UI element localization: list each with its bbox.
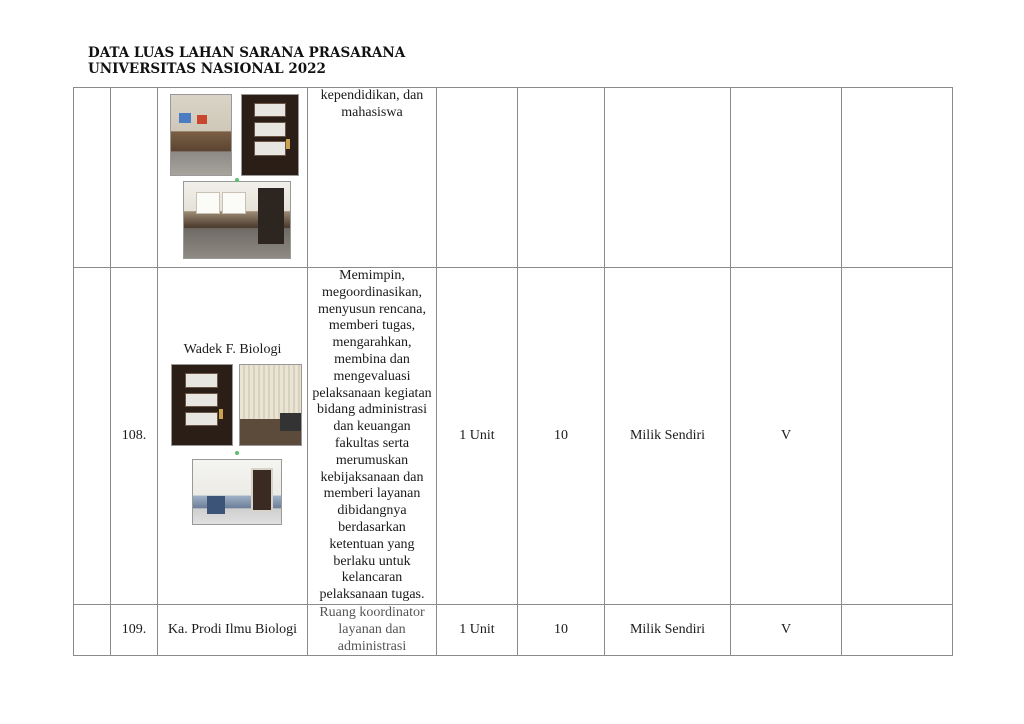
photo-group: [158, 88, 306, 266]
cell-room-photos: [158, 88, 308, 268]
room-photo: [192, 459, 282, 525]
cell-number: [111, 88, 158, 268]
cell-check: V: [731, 268, 842, 605]
office-photo: [239, 364, 302, 446]
table-row: [74, 88, 953, 268]
cell-extra: [842, 88, 953, 268]
photo-group: [159, 362, 307, 530]
cell-area: 10: [518, 268, 605, 605]
cell-check: [731, 88, 842, 268]
cell-ownership: Milik Sendiri: [605, 605, 731, 656]
header-title: DATA LUAS LAHAN SARANA PRASARANA: [88, 45, 406, 61]
cell-area: [518, 88, 605, 268]
cell-ownership: [605, 88, 731, 268]
cell-description: kependidikan, dan mahasiswa: [308, 88, 437, 268]
cell-room: [158, 268, 308, 605]
office-photo: [183, 181, 291, 259]
cell-room-name: Ka. Prodi Ilmu Biologi: [158, 605, 308, 656]
cell-unit: 1 Unit: [437, 268, 518, 605]
table-row: [74, 605, 953, 656]
facility-table: [73, 87, 953, 656]
cell-description: Memimpin, megoordinasikan, menyusun rencana, memberi tugas, mengarahkan, membina dan mengevaluasi pelaksanaan kegiatan bidang administrasi dan keuangan fakultas serta merumuskan kebijaksanaan dan memberi layanan dibidangnya berdasarkan ketentuan yang berlaku untuk kelancaran pelaksanaan tugas.: [308, 268, 437, 605]
header-subtitle: UNIVERSITAS NASIONAL 2022: [88, 61, 326, 77]
door-photo: [171, 364, 233, 446]
cell-extra: [842, 268, 953, 605]
cell-blank: [74, 88, 111, 268]
cell-unit: [437, 88, 518, 268]
room-name: Wadek F. Biologi: [183, 341, 282, 357]
cell-area: 10: [518, 605, 605, 656]
door-photo: [241, 94, 299, 176]
document-header: [88, 45, 405, 77]
cell-number: 109.: [111, 605, 158, 656]
cell-extra: [842, 605, 953, 656]
cell-description: Ruang koordinator layanan dan administrasi: [308, 605, 437, 656]
cell-number: 108.: [111, 268, 158, 605]
cell-blank: [74, 605, 111, 656]
cell-check: V: [731, 605, 842, 656]
cell-unit: 1 Unit: [437, 605, 518, 656]
cell-blank: [74, 268, 111, 605]
room-photo: [170, 94, 232, 176]
table-row: [74, 268, 953, 605]
cell-ownership: Milik Sendiri: [605, 268, 731, 605]
